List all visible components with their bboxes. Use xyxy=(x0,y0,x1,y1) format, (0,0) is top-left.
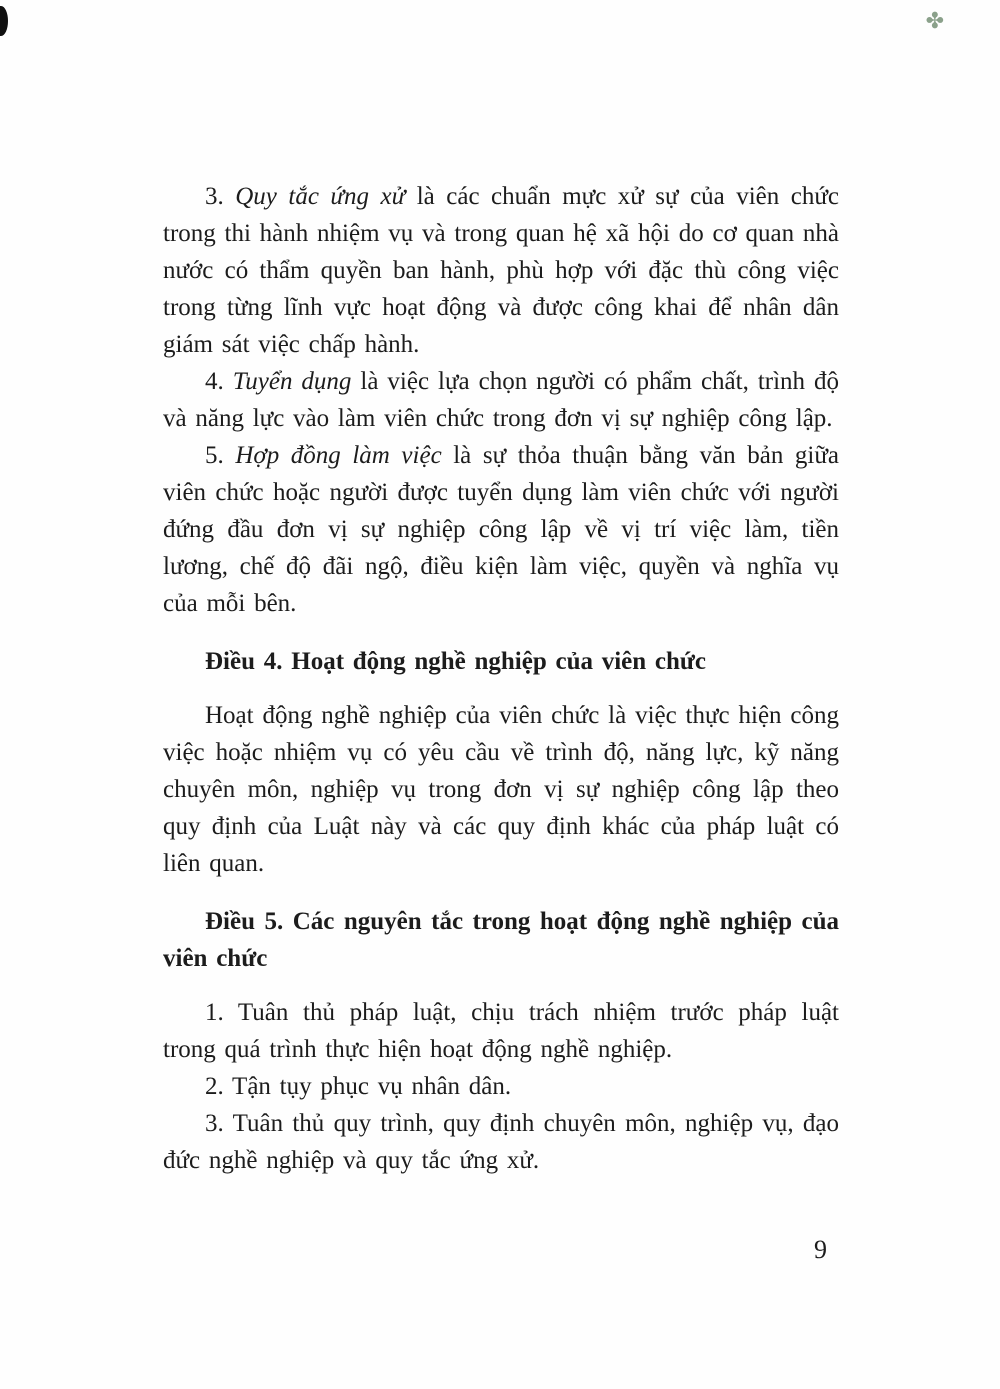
defined-term: Hợp đồng làm việc xyxy=(235,442,442,469)
article-5-item-2: 2. Tận tụy phục vụ nhân dân. xyxy=(205,1073,512,1100)
item-number: 3. xyxy=(205,183,236,210)
scan-artifact xyxy=(0,6,8,36)
definition-paragraph-4 xyxy=(163,363,839,437)
page-body-text xyxy=(163,178,839,1268)
item-number: 5. xyxy=(205,442,236,469)
defined-term: Quy tắc ứng xử xyxy=(235,183,406,210)
flower-ornament-icon: ✤ xyxy=(925,8,944,33)
defined-term: Tuyển dụng xyxy=(232,368,352,395)
page-number: 9 xyxy=(814,1235,827,1264)
article-4-heading: Điều 4. Hoạt động nghề nghiệp của viên chức xyxy=(205,648,707,675)
article-4-body-paragraph: Hoạt động nghề nghiệp của viên chức là việc thực hiện công việc hoặc nhiệm vụ có yêu cầu về trình độ, năng lực, kỹ năng chuyên môn, nghiệp vụ trong đơn vị sự nghiệp công lập theo quy định của Luật này và các quy định khác của pháp luật có liên quan. xyxy=(163,702,839,877)
article-5-heading: Điều 5. Các nguyên tắc trong hoạt động nghề nghiệp của viên chức xyxy=(163,908,839,972)
paragraph-text: là sự thỏa thuận bằng văn bản giữa viên chức hoặc người được tuyển dụng làm viên chức với người đứng đầu đơn vị sự nghiệp công lập về vị trí việc làm, tiền lương, chế độ đãi ngộ, điều kiện làm việc, quyền và nghĩa vụ của mỗi bên. xyxy=(163,442,839,617)
article-5-item-1: 1. Tuân thủ pháp luật, chịu trách nhiệm trước pháp luật trong quá trình thực hiện hoạt động nghề nghiệp. xyxy=(163,999,839,1063)
definition-paragraph-5 xyxy=(163,437,839,622)
article-5-item-3: 3. Tuân thủ quy trình, quy định chuyên môn, nghiệp vụ, đạo đức nghề nghiệp và quy tắc ứng xử. xyxy=(163,1110,839,1174)
definition-paragraph-3 xyxy=(163,178,839,363)
paragraph-text: là các chuẩn mực xử sự của viên chức trong thi hành nhiệm vụ và trong quan hệ xã hội do cơ quan nhà nước có thẩm quyền ban hành, phù hợp với đặc thù công việc trong từng lĩnh vực hoạt động và được công khai để nhân dân giám sát việc chấp hành. xyxy=(163,183,840,358)
item-number: 4. xyxy=(205,368,233,395)
paragraph-text: là việc lựa chọn người có phẩm chất, trình độ và năng lực vào làm viên chức trong đơn vị sự nghiệp công lập. xyxy=(163,368,840,432)
